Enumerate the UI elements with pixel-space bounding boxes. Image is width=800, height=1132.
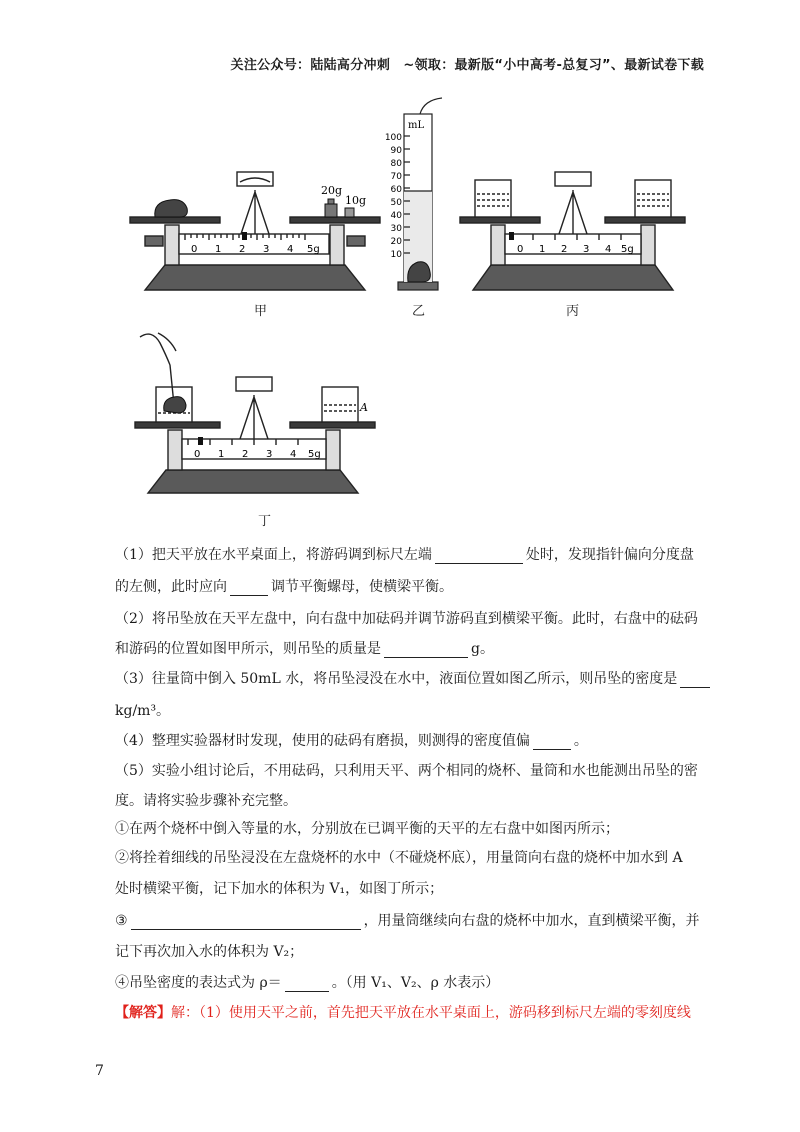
question-2-line2: 和游码的位置如图甲所示，则吊坠的质量是 g。: [115, 641, 494, 657]
answer-blank: [435, 549, 523, 564]
answer-blank: [285, 977, 329, 992]
balance-figure-ding: [130, 325, 380, 500]
step-2-line2: 处时横梁平衡，记下加水的体积为 V₁，如图丁所示；: [115, 881, 444, 897]
step-3-line2: 记下再次加入水的体积为 V₂；: [115, 944, 304, 960]
question-3-line2: kg/m³。: [115, 703, 171, 719]
cylinder-tick: 100: [384, 133, 402, 143]
scale-label: 3: [583, 244, 590, 255]
scale-label: 4: [605, 244, 612, 255]
scale-label: 0: [517, 244, 524, 255]
figure-caption-jia: 甲: [254, 304, 268, 319]
figure-caption-ding: 丁: [258, 514, 272, 529]
cylinder-tick: 40: [390, 211, 402, 221]
question-5-line1: （5）实验小组讨论后，不用砝码，只利用天平、两个相同的烧杯、量筒和水也能测出吊坠的密: [115, 763, 698, 779]
answer-blank: [131, 915, 361, 930]
scale-label: 2: [242, 449, 249, 460]
cylinder-figure-yi: [372, 96, 452, 296]
question-1-line1: （1）把天平放在水平桌面上，将游码调到标尺左端 处时，发现指针偏向分度盘: [115, 547, 694, 563]
scale-label: 1: [215, 244, 222, 255]
cylinder-tick: 70: [390, 172, 402, 182]
question-2-line1: （2）将吊坠放在天平左盘中，向右盘中加砝码并调节游码直到横梁平衡。此时，右盘中的砝码: [115, 611, 698, 627]
answer-blank: [230, 581, 268, 596]
scale-label: 5g: [621, 244, 634, 255]
figure-caption-yi: 乙: [412, 304, 426, 319]
scale-label: 5g: [308, 449, 321, 460]
question-4: （4）整理实验器材时发现，使用的砝码有磨损，则测得的密度值偏 。: [115, 733, 588, 749]
answer-tag: 【解答】: [115, 1005, 171, 1021]
scale-label: 2: [561, 244, 568, 255]
scale-label: 1: [218, 449, 225, 460]
answer-blank: [680, 673, 710, 688]
cylinder-tick: 20: [390, 237, 402, 247]
cylinder-tick: 50: [390, 198, 402, 208]
scale-label: 4: [290, 449, 297, 460]
answer-blank: [533, 735, 571, 750]
figure-caption-bing: 丙: [566, 304, 580, 319]
weight-label-20g: 20g: [321, 184, 343, 197]
answer-blank: [384, 643, 468, 658]
step-4: ④吊坠密度的表达式为 ρ＝ 。（用 V₁、V₂、ρ 水表示）: [115, 975, 500, 991]
question-3-line1: （3）往量筒中倒入 50mL 水，将吊坠浸没在水中，液面位置如图乙所示，则吊坠的密度是: [115, 670, 715, 688]
cylinder-tick: 30: [390, 224, 402, 234]
step-1: ①在两个烧杯中倒入等量的水，分别放在已调平衡的天平的左右盘中如图丙所示；: [115, 821, 619, 837]
cylinder-tick: 80: [390, 159, 402, 169]
scale-label: 0: [191, 244, 198, 255]
scale-label: 1: [539, 244, 546, 255]
answer-line: 【解答】解：（1）使用天平之前，首先把天平放在水平桌面上，游码移到标尺左端的零刻度线: [115, 1005, 691, 1021]
cylinder-tick: 90: [390, 146, 402, 156]
question-1-line2: 的左侧，此时应向 调节平衡螺母，使横梁平衡。: [115, 579, 453, 595]
weight-label-10g: 10g: [345, 194, 367, 207]
cylinder-tick: 60: [390, 185, 402, 195]
scale-label: 5g: [307, 244, 320, 255]
scale-label: 0: [194, 449, 201, 460]
water-level-marker-a: A: [360, 401, 368, 414]
cylinder-tick: 10: [390, 250, 402, 260]
scale-label: 3: [266, 449, 273, 460]
step-2-line1: ②将拴着细线的吊坠浸没在左盘烧杯的水中（不碰烧杯底），用量筒向右盘的烧杯中加水到 A: [115, 850, 683, 866]
scale-label: 4: [287, 244, 294, 255]
balance-figure-jia: [125, 160, 385, 295]
page-header: 关注公众号：陆陆高分冲刺 ~领取：最新版“小中高考-总复习”、最新试卷下载: [230, 58, 704, 73]
step-3-line1: ③ ，用量筒继续向右盘的烧杯中加水，直到横梁平衡，并: [115, 913, 700, 929]
question-5-line2: 度。请将实验步骤补充完整。: [115, 793, 297, 809]
scale-label: 2: [239, 244, 246, 255]
cylinder-unit: mL: [408, 120, 425, 131]
scale-label: 3: [263, 244, 270, 255]
page-number: 7: [95, 1063, 104, 1079]
balance-figure-bing: [455, 160, 690, 295]
